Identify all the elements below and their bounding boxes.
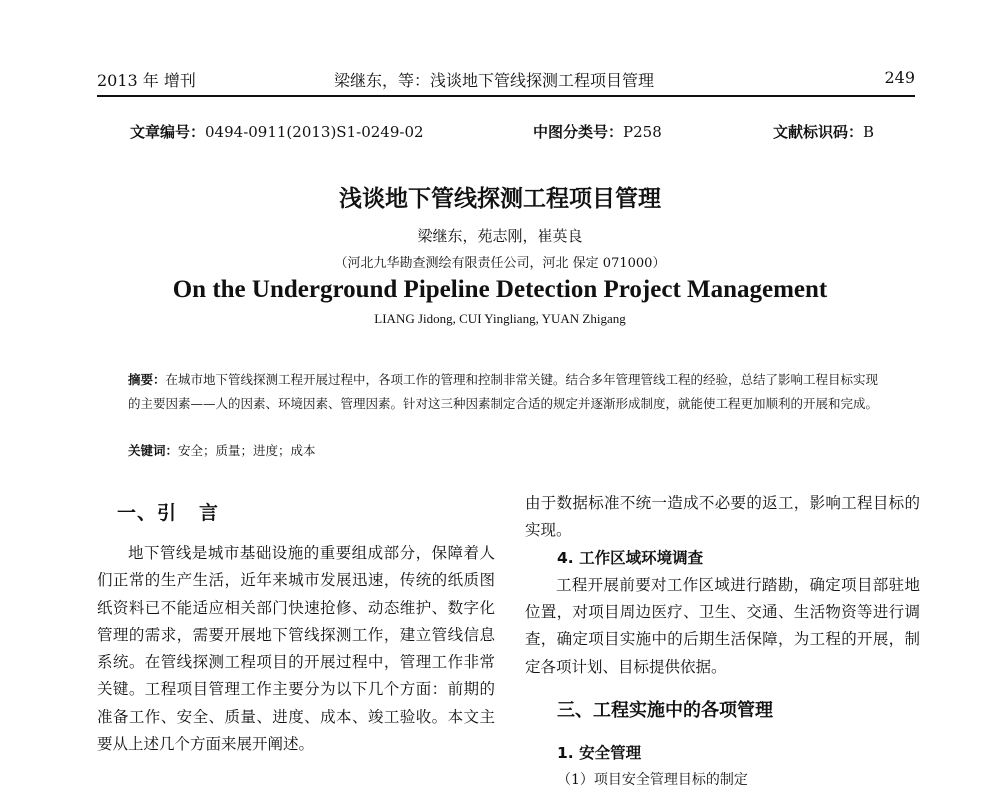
document-code: [773, 121, 874, 142]
abstract-text: 在城市地下管线探测工程开展过程中，各项工作的管理和控制非常关键。结合多年管理管线工程的经验，总结了影响工程目标实现的主要因素——人的因素、环境因素、管理因素。针对这三种因素制定合适的规定并逐渐形成制度，就能使工程更加顺利的开展和完成。: [128, 372, 879, 411]
page-number: 249: [884, 68, 915, 87]
running-title: 梁继东，等：浅谈地下管线探测工程项目管理: [334, 71, 655, 90]
section-heading-word: 言: [199, 502, 220, 524]
subheading-safety-management: 1. 安全管理: [557, 744, 642, 763]
paper-title-cn: 浅谈地下管线探测工程项目管理: [339, 186, 661, 212]
subheading-safety-goals: （1）项目安全管理目标的制定: [557, 772, 748, 789]
subheading-work-area-survey: 4. 工作区域环境调查: [557, 548, 704, 567]
abstract-label: 摘要：: [128, 372, 166, 387]
article-number-label: 文章编号：: [130, 123, 206, 141]
document-code-label: 文献标识码：: [773, 123, 864, 141]
clc-value: P258: [623, 123, 662, 141]
document-code-value: B: [863, 123, 875, 141]
authors-en: LIANG Jidong, CUI Yingliang, YUAN Zhigang: [374, 311, 626, 326]
keywords-text: 安全；质量；进度；成本: [178, 443, 316, 458]
abstract: [128, 368, 888, 416]
affiliation-cn: （河北九华勘查测绘有限责任公司，河北 保定 071000）: [334, 256, 666, 271]
paper-title-en: On the Underground Pipeline Detection Project Management: [172, 276, 828, 303]
running-header: [97, 68, 915, 90]
section-heading-number: 一、引: [117, 502, 178, 524]
authors-cn: 梁继东，苑志刚，崔英良: [417, 227, 583, 245]
left-column: [97, 540, 495, 758]
section-heading-introduction: [117, 498, 219, 525]
section-heading-management: 三、工程实施中的各项管理: [557, 700, 773, 722]
right-column: [525, 490, 920, 793]
article-number-value: 0494-0911(2013)S1-0249-02: [205, 123, 424, 141]
clc-number: [533, 121, 662, 142]
journal-issue: 2013 年 增刊: [97, 71, 196, 90]
continued-paragraph: 由于数据标准不统一造成不必要的返工，影响工程目标的实现。: [525, 494, 920, 540]
keywords: [128, 440, 888, 462]
work-area-paragraph: 工程开展前要对工作区域进行踏勘，确定项目部驻地位置，对项目周边医疗、卫生、交通、生活物资等进行调查，确定项目实施中的后期生活保障，为工程的开展，制定各项计划、目标提供依据。: [525, 575, 920, 676]
article-number: [130, 121, 424, 142]
keywords-label: 关键词：: [128, 443, 179, 458]
clc-label: 中图分类号：: [533, 123, 624, 141]
header-rule: [97, 95, 915, 97]
intro-paragraph: 地下管线是城市基础设施的重要组成部分，保障着人们正常的生产生活，近年来城市发展迅速，传统的纸质图纸资料已不能适应相关部门快速抢修、动态维护、数字化管理的需求，需要开展地下管线探测工作，建立管线信息系统。在管线探测工程项目的开展过程中，管理工作非常关键。工程项目管理工作主要分为以下几个方面：前期的准备工作、安全、质量、进度、成本、竣工验收。本文主要从上述几个方面来展开阐述。: [97, 544, 495, 754]
